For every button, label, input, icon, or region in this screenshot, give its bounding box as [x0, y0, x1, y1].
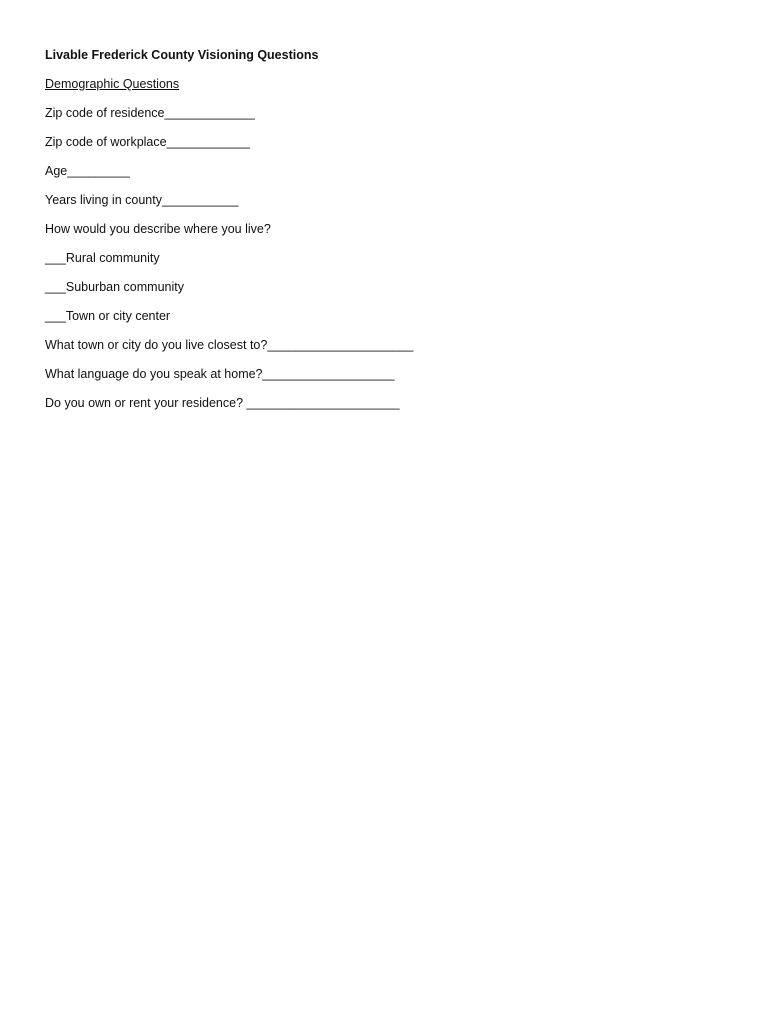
- option-town-city: ___Town or city center: [45, 309, 171, 323]
- own-rent-question: Do you own or rent your residence? ______________________: [45, 396, 400, 410]
- document-page: [45, 47, 725, 424]
- closest-town-question: What town or city do you live closest to?_____________________: [45, 338, 414, 352]
- zip-workplace-question: Zip code of workplace____________: [45, 135, 251, 149]
- home-language-question: What language do you speak at home?___________________: [45, 367, 395, 381]
- years-in-county-question: Years living in county___________: [45, 193, 239, 207]
- option-suburban: ___Suburban community: [45, 280, 184, 294]
- document-title: Livable Frederick County Visioning Questions: [45, 48, 319, 62]
- zip-residence-question: Zip code of residence_____________: [45, 106, 255, 120]
- option-rural: ___Rural community: [45, 251, 160, 265]
- section-heading: Demographic Questions: [45, 77, 180, 91]
- describe-residence-question: How would you describe where you live?: [45, 222, 271, 236]
- age-question: Age_________: [45, 164, 130, 178]
